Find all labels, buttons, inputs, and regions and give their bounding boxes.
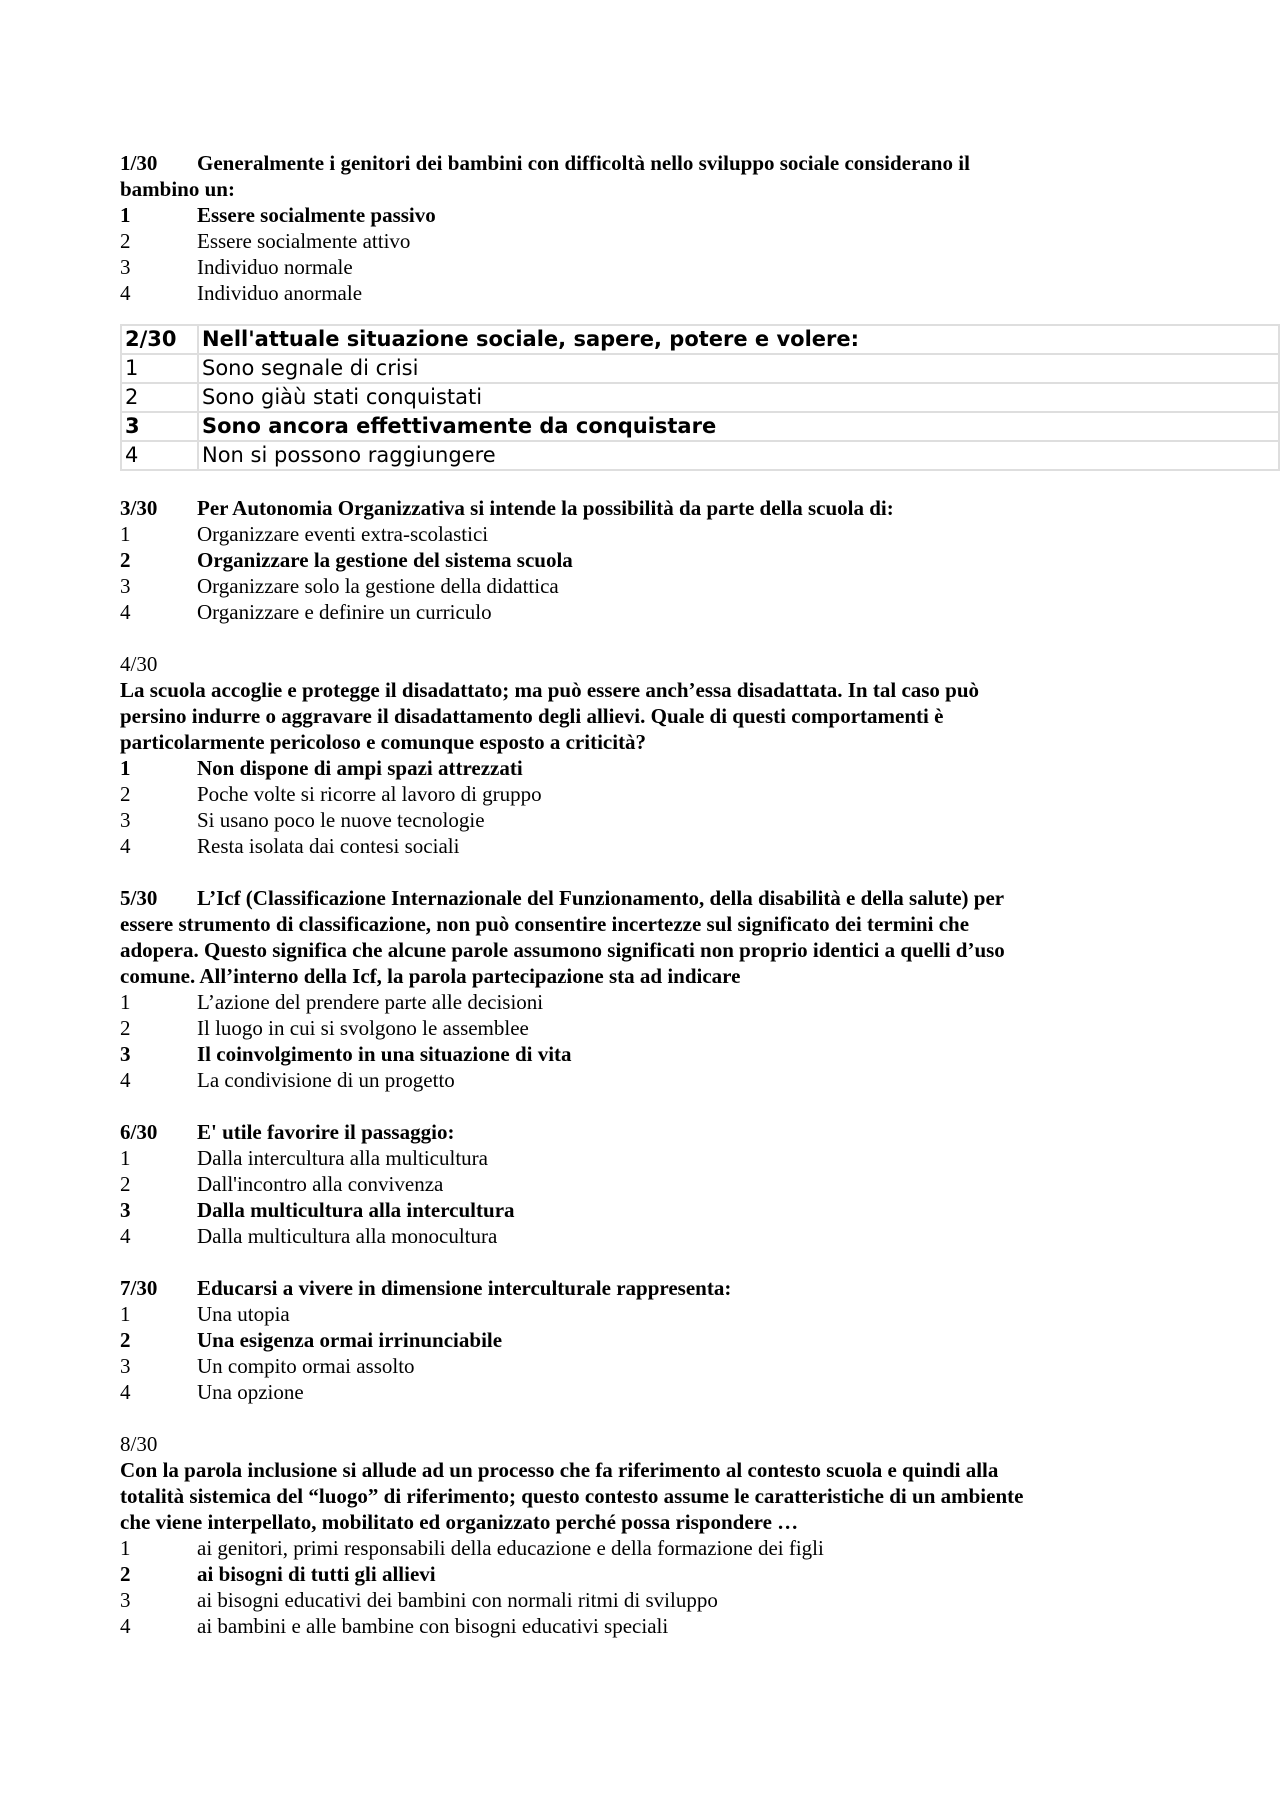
question-text: L’Icf (Classificazione Internazionale del Funzionamento, della disabilità e della salute) per [197,886,1005,910]
answer-3-correct: 3 Sono ancora effettivamente da conquistare [121,412,1279,441]
question-number: 1/30 [120,151,158,175]
answer-1: 1 Dalla intercultura alla multicultura [120,1146,488,1170]
answer-3: 3 ai bisogni educativi dei bambini con normali ritmi di sviluppo [120,1588,718,1612]
answer-4: 4 Non si possono raggiungere [121,441,1279,470]
answer-2: 2 Il luogo in cui si svolgono le assemblee [120,1016,529,1040]
question-text-line: La scuola accoglie e protegge il disadattato; ma può essere anch’essa disadattata. In tal caso può [120,678,980,702]
answer-3-correct: 3 Dalla multicultura alla intercultura [120,1198,515,1222]
question-2-table [120,324,1280,471]
question-text-line: comune. All’interno della Icf, la parola partecipazione sta ad indicare [120,964,741,988]
question-text: Generalmente i genitori dei bambini con difficoltà nello sviluppo sociale considerano il [197,151,970,175]
answer-1-correct: 1 Essere socialmente passivo [120,203,436,227]
question-6 [120,1119,1140,1249]
answer-3: 3 Organizzare solo la gestione della didattica [120,574,559,598]
question-header [120,1119,1140,1145]
question-number: 3/30 [120,496,158,520]
answer-2-correct: 2 Organizzare la gestione del sistema scuola [120,548,573,572]
answer-2: 2 Essere socialmente attivo [120,229,411,253]
question-1 [120,150,1140,306]
answer-1: 1 Una utopia [120,1302,290,1326]
question-text-line: particolarmente pericoloso e comunque esposto a criticità? [120,730,647,754]
answer-2-correct: 2 Una esigenza ormai irrinunciabile [120,1328,503,1352]
question-8 [120,1431,1140,1639]
answer-3-correct: 3 Il coinvolgimento in una situazione di vita [120,1042,572,1066]
question-7 [120,1275,1140,1405]
question-text-line: che viene interpellato, mobilitato ed organizzato perché possa rispondere … [120,1510,799,1534]
question-number: 7/30 [120,1276,158,1300]
question-number: 5/30 [120,886,158,910]
answer-1-correct: 1 Non dispone di ampi spazi attrezzati [120,756,523,780]
answer-2-correct: 2 ai bisogni di tutti gli allievi [120,1562,436,1586]
question-number: 8/30 [120,1432,158,1456]
question-4 [120,651,1140,859]
answer-3: 3 Individuo normale [120,255,353,279]
answer-3: 3 Un compito ormai assolto [120,1354,415,1378]
answer-1: 1 Sono segnale di crisi [121,354,1279,383]
question-3 [120,495,1140,625]
answer-4: 4 Una opzione [120,1380,304,1404]
question-header [121,325,1279,354]
answer-2: 2 Sono giàù stati conquistati [121,383,1279,412]
question-text-line: adopera. Questo significa che alcune parole assumono significati non proprio identici a quelli d’uso [120,938,1005,962]
question-text-continued: bambino un: [120,177,235,201]
answer-2: 2 Poche volte si ricorre al lavoro di gruppo [120,782,542,806]
answer-3: 3 Si usano poco le nuove tecnologie [120,808,485,832]
question-header [120,885,1140,911]
answer-2: 2 Dall'incontro alla convivenza [120,1172,444,1196]
question-header [120,150,1140,176]
answer-4: 4 ai bambini e alle bambine con bisogni educativi speciali [120,1614,669,1638]
question-text-line: essere strumento di classificazione, non può consentire incertezze sul significato dei termini che [120,912,970,936]
question-5 [120,885,1140,1093]
question-number: 4/30 [120,652,158,676]
question-text: E' utile favorire il passaggio: [197,1120,455,1144]
quiz-content [120,150,1140,1639]
answer-4: 4 Individuo anormale [120,281,363,305]
question-number: 2/30 [121,325,198,354]
answer-4: 4 Resta isolata dai contesi sociali [120,834,460,858]
answer-1: 1 ai genitori, primi responsabili della educazione e della formazione dei figli [120,1536,824,1560]
answer-4: 4 Organizzare e definire un curriculo [120,600,492,624]
answer-4: 4 La condivisione di un progetto [120,1068,455,1092]
question-header [120,495,1140,521]
answer-1: 1 Organizzare eventi extra-scolastici [120,522,489,546]
answer-4: 4 Dalla multicultura alla monocultura [120,1224,498,1248]
question-text: Per Autonomia Organizzativa si intende la possibilità da parte della scuola di: [197,496,894,520]
question-header [120,1275,1140,1301]
question-number: 6/30 [120,1120,158,1144]
question-text-line: Con la parola inclusione si allude ad un processo che fa riferimento al contesto scuola e quindi alla [120,1458,999,1482]
question-text: Nell'attuale situazione sociale, sapere, potere e volere: [198,325,1279,354]
question-text: Educarsi a vivere in dimensione interculturale rappresenta: [197,1276,732,1300]
question-text-line: totalità sistemica del “luogo” di riferimento; questo contesto assume le caratteristiche di un ambiente [120,1484,1024,1508]
question-text-line: persino indurre o aggravare il disadattamento degli allievi. Quale di questi comportamenti è [120,704,944,728]
answer-1: 1 L’azione del prendere parte alle decisioni [120,990,544,1014]
